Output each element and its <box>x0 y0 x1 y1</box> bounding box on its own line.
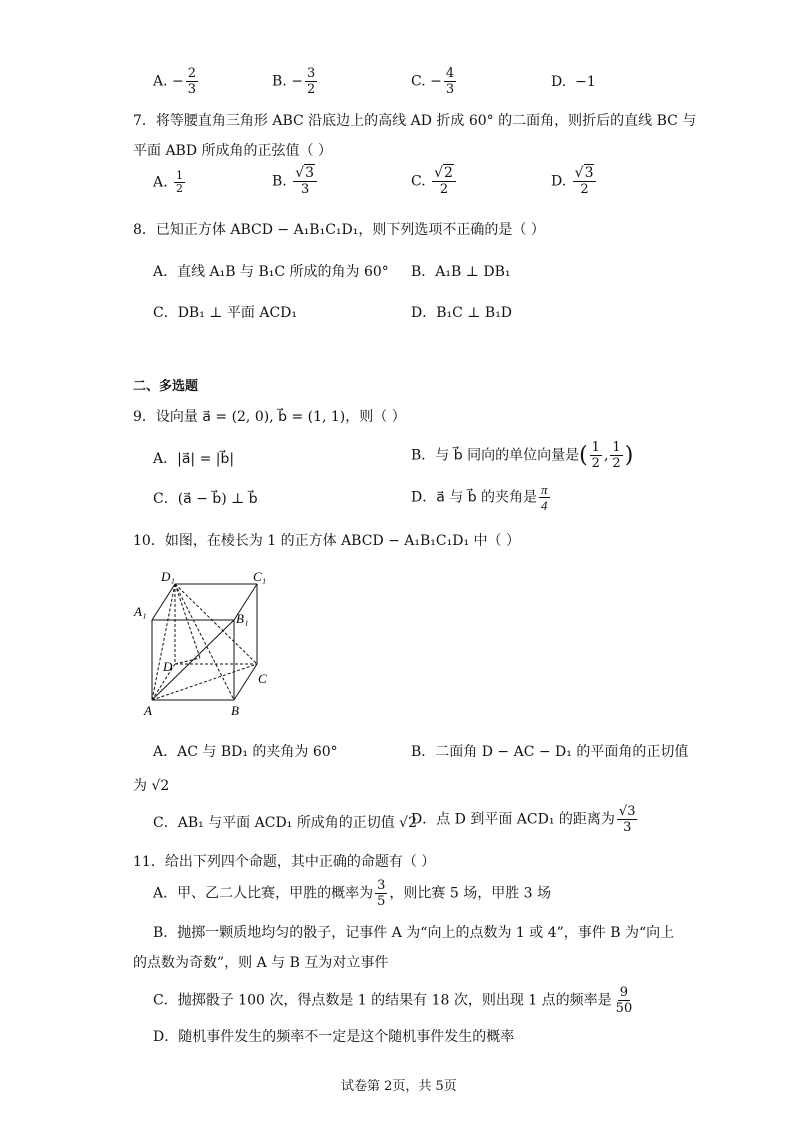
q9-option-c: C．(a⃗ − b⃗) ⊥ b⃗ <box>153 491 258 507</box>
page-footer: 试卷第 2页，共 5页 <box>341 1079 457 1094</box>
q11-option-c: C．抛掷骰子 100 次，得点数是 1 的结果有 18 次，则出现 1 点的频率是 $\frac{9}{50}$ <box>153 985 633 1016</box>
q10-option-a: A．AC 与 BD₁ 的夹角为 60° <box>153 744 338 760</box>
q6-option-d: D. −1 <box>551 74 596 90</box>
q10-option-b-line2: 为 √2 <box>133 778 170 794</box>
diag-d1-foot <box>175 584 200 658</box>
q9-option-d: D．a⃗ 与 b⃗ 的夹角是 $\frac{\pi}{4}$ <box>411 482 548 513</box>
q8-option-a: A．直线 A₁B 与 B₁C 所成的角为 60° <box>153 264 389 280</box>
q8-option-b: B．A₁B ⊥ DB₁ <box>411 264 511 280</box>
q7-stem-line1: 7．将等腰直角三角形 ABC 沿底边上的高线 AD 折成 60° 的二面角，则折后的直线 BC 与 <box>133 113 697 129</box>
label-c1: C₁ <box>253 569 267 584</box>
section-heading: 二、多选题 <box>133 379 199 394</box>
q9-option-a: A．|a⃗| = |b⃗| <box>153 451 235 467</box>
q8-option-c: C．DB₁ ⊥ 平面 ACD₁ <box>153 305 298 321</box>
q8-stem: 8．已知正方体 ABCD − A₁B₁C₁D₁，则下列选项不正确的是（ ） <box>133 222 545 238</box>
q10-stem: 10．如图，在棱长为 1 的正方体 ABCD − A₁B₁C₁D₁ 中（ ） <box>133 533 520 549</box>
q8-option-d: D．B₁C ⊥ B₁D <box>411 305 513 321</box>
q6-option-b: B. − $\frac{3}{2}$ <box>272 66 316 97</box>
q11-option-b-line1: B．抛掷一颗质地均匀的骰子，记事件 A 为“向上的点数为 1 或 4”，事件 B 为“向上 <box>153 925 675 941</box>
q10-option-b-line1: B．二面角 D − AC − D₁ 的平面角的正切值 <box>411 744 689 760</box>
label-a: A <box>144 703 152 718</box>
q6-option-c: C. − $\frac{4}{3}$ <box>411 66 455 97</box>
q10-option-d: D．点 D 到平面 ACD₁ 的距离为 $\frac{√3}{3}$ <box>411 804 636 835</box>
q10-option-c: C．AB₁ 与平面 ACD₁ 所成角的正切值 √2 <box>153 815 418 831</box>
q9-option-b: B．与 b⃗ 同向的单位向量是( $\frac{1}{2}$ , $\frac{1}{2}$ ) <box>411 440 634 471</box>
q7-option-d: D. $\frac{√3}{2}$ <box>551 166 598 197</box>
q11-option-b-line2: 的点数为奇数”，则 A 与 B 互为对立事件 <box>133 955 389 971</box>
label-a1: A₁ <box>134 604 147 619</box>
q6-option-a: A. − $\frac{2}{3}$ <box>153 66 197 97</box>
label-d: D <box>163 659 173 674</box>
label-c: C <box>258 671 267 686</box>
cube-figure <box>132 566 282 718</box>
q11-option-a: A．甲、乙二人比赛，甲胜的概率为 $\frac{3}{5}$ ，则比赛 5 场，甲胜 3 场 <box>153 878 552 909</box>
label-b1: B₁ <box>236 611 249 626</box>
q7-stem-line2: 平面 ABD 所成角的正弦值（ ） <box>133 143 332 159</box>
q7-option-a: A. $\frac{1}{2}$ <box>153 169 184 195</box>
diag-d1b <box>175 584 234 700</box>
q7-option-c: C. $\frac{√2}{2}$ <box>411 166 458 197</box>
q7-option-b: B. $\frac{√3}{3}$ <box>272 166 319 197</box>
q9-stem: 9．设向量 a⃗ = (2, 0), b⃗ = (1, 1)，则（ ） <box>133 409 406 425</box>
label-d1: D₁ <box>161 569 175 584</box>
edge-a1d1 <box>152 584 175 620</box>
label-b: B <box>231 703 239 718</box>
q11-stem: 11．给出下列四个命题，其中正确的命题有（ ） <box>133 854 436 870</box>
edge-cb <box>234 664 257 700</box>
diag-d-foot <box>175 658 200 664</box>
q11-option-d: D．随机事件发生的频率不一定是这个随机事件发生的概率 <box>153 1029 515 1045</box>
